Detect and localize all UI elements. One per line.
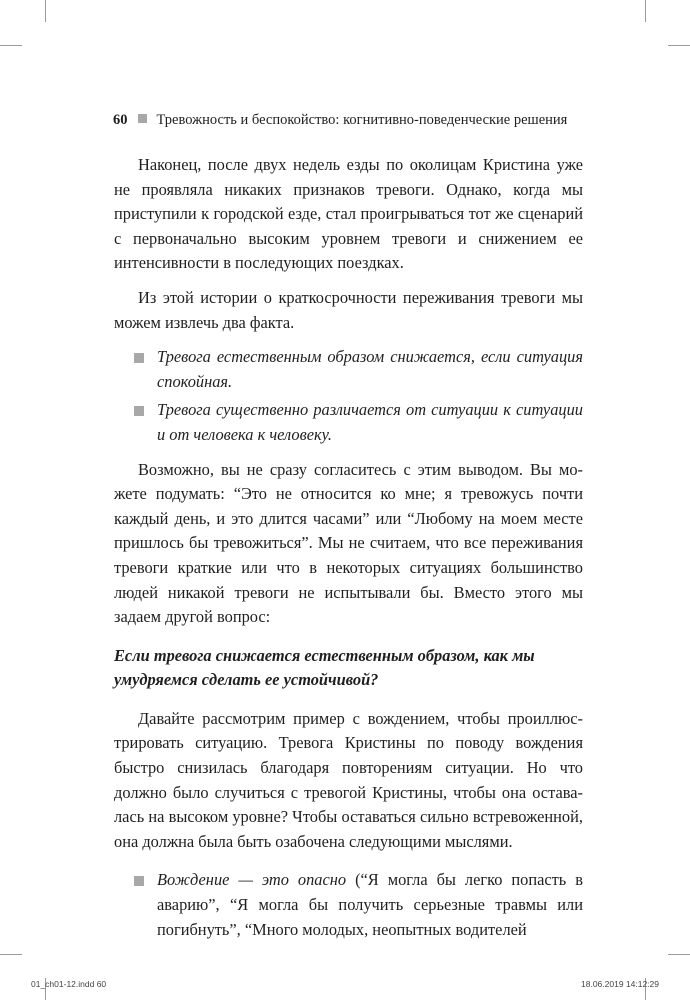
crop-mark xyxy=(668,954,690,955)
list-item-text: Тревога существенно различается от ситуации к ситуации и от человека к человеку. xyxy=(157,400,583,444)
running-title: Тревожность и беспокойство: когнитивно-поведенческие решения xyxy=(156,112,568,128)
section-heading: Если тревога снижается естественным образом, как мы умудряемся сделать ее устойчивой? xyxy=(114,645,535,690)
list-item xyxy=(114,398,583,447)
list-item xyxy=(114,868,583,942)
list-item-text: (“Я могла бы легко попасть в аварию”, “Я могла бы получить серьезные травмы или погибнуть”, “Много молодых, неопытных водителей xyxy=(157,870,583,939)
list-item-lead: Вождение — это опасно xyxy=(157,870,347,890)
list-item xyxy=(114,345,583,394)
crop-mark xyxy=(645,0,646,22)
square-bullet-icon xyxy=(138,114,147,123)
paragraph: Возможно, вы не сразу согласитесь с этим выводом. Вы можете подумать: “Это не относится ко мне; я тревожусь почти каждый день, и это длится часами” или “Любому на моем месте пришлось бы тревожиться”. Мы не считаем, что все переживания тревоги краткие или что в некоторых ситуациях большинство людей никакой тревоги не испытывали бы. Вместо этого мы задаем другой вопрос: xyxy=(114,459,583,627)
square-bullet-icon xyxy=(134,353,144,363)
crop-mark xyxy=(0,954,22,955)
footer-timestamp: 18.06.2019 14:12:29 xyxy=(581,979,659,989)
running-header xyxy=(113,109,583,131)
paragraph: Из этой истории о краткосрочности переживания тревоги мы можем извлечь два факта. xyxy=(114,287,583,332)
page-body xyxy=(114,153,583,946)
paragraph: Наконец, после двух недель езды по околицам Кристина уже не проявляла никаких признаков тревоги. Однако, когда мы приступили к городской езде, стал проигрываться тот же сценарий с первоначально высоким уровнем тревоги и снижением ее интенсивности в последующих поездках. xyxy=(114,155,583,273)
square-bullet-icon xyxy=(134,876,144,886)
crop-mark xyxy=(45,0,46,22)
page-number: 60 xyxy=(113,112,128,128)
footer-file-info: 01_ch01-12.indd 60 xyxy=(31,979,107,989)
square-bullet-icon xyxy=(134,406,144,416)
facts-list xyxy=(114,345,583,447)
crop-mark xyxy=(668,45,690,46)
list-item-text: Тревога естественным образом снижается, если ситуация спокойная. xyxy=(157,347,583,391)
thoughts-list xyxy=(114,868,583,942)
crop-mark xyxy=(0,45,22,46)
paragraph: Давайте рассмотрим пример с вождением, чтобы проиллюстрировать ситуацию. Тревога Кристины по поводу вождения быстро снизилась благодаря повторениям ситуации. Но что должно было случиться с тревогой Кристины, чтобы она оставалась на высоком уровне? Чтобы оставаться сильно встревоженной, она должна была быть озабочена следующими мыслями. xyxy=(114,708,583,851)
